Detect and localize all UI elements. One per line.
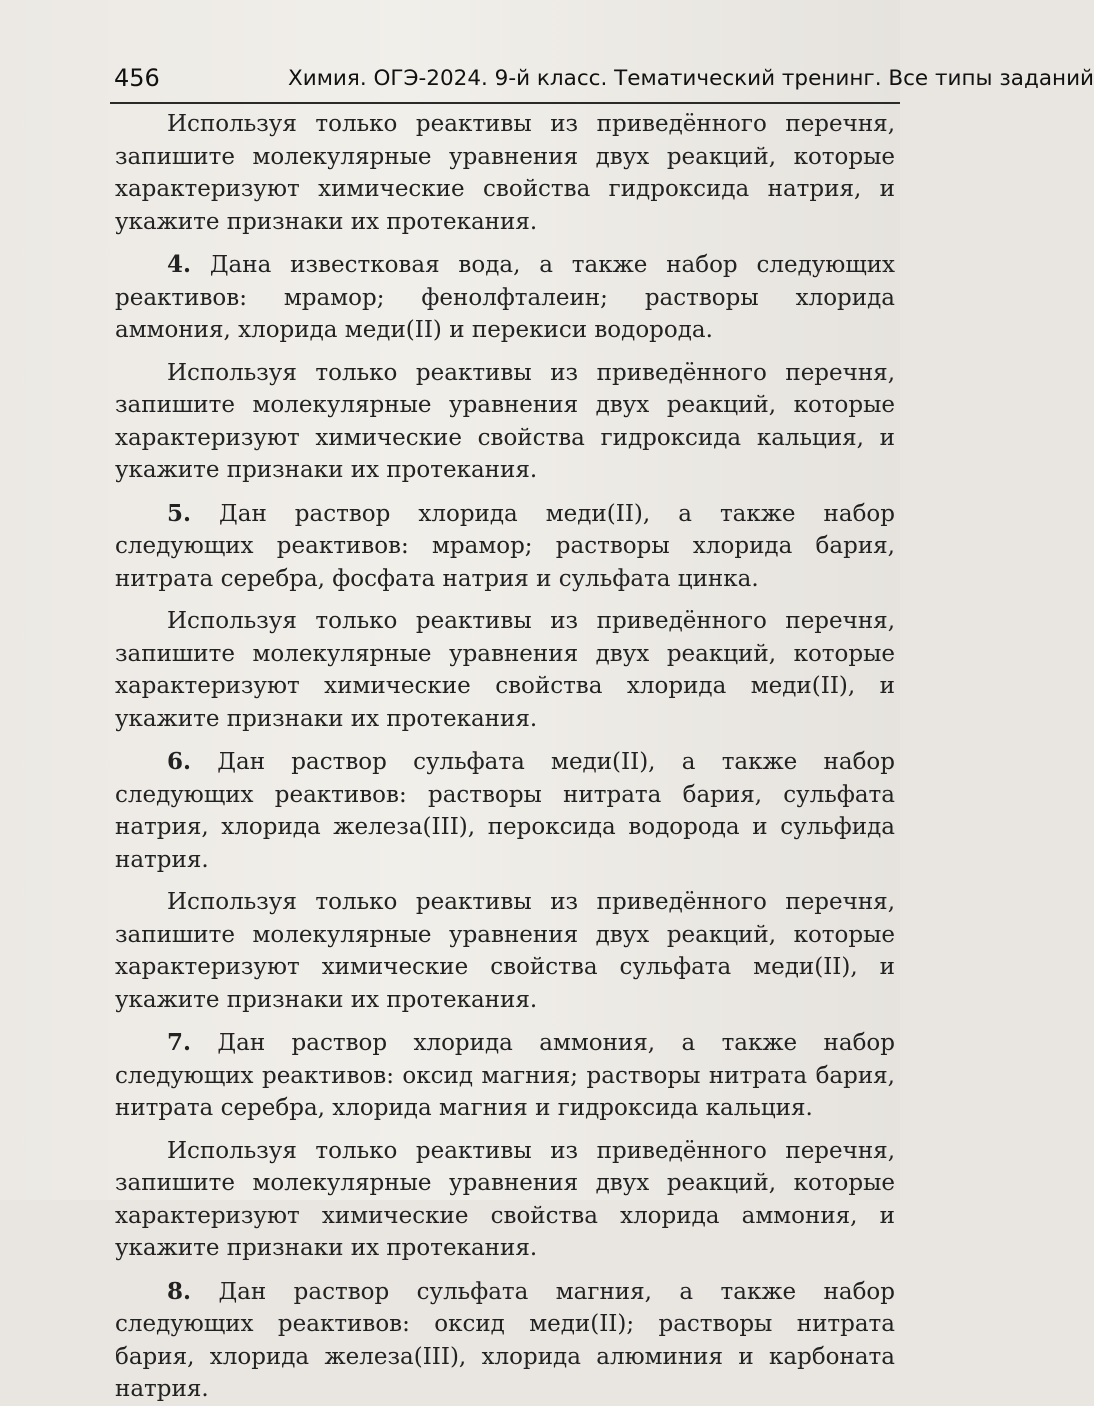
running-title: Химия. ОГЭ-2024. 9-й класс. Тематический тренинг. Все типы заданий xyxy=(288,66,1094,91)
task-8-text: Дан раствор сульфата магния, а также набор следующих реактивов: оксид меди(II); растворы нитрата бария, хлорида железа(III), хлорида алюминия и карбоната натрия. xyxy=(115,1278,895,1402)
task-6-instruction: Используя только реактивы из приведённого перечня, запишите молекулярные уравнения двух реакций, которые характеризуют химические свойства сульфата меди(II), и укажите признаки их протекания. xyxy=(115,889,895,1013)
task-6-text: Дан раствор сульфата меди(II), а также набор следующих реактивов: растворы нитрата бария, сульфата натрия, хлорида железа(III), пероксида водорода и сульфида натрия. xyxy=(115,749,895,873)
task-6-number: 6. xyxy=(167,748,192,775)
task-5 xyxy=(115,498,895,596)
task-4-instruction: Используя только реактивы из приведённого перечня, запишите молекулярные уравнения двух реакций, которые характеризуют химические свойства гидроксида кальция, и укажите признаки их протекания. xyxy=(115,359,895,483)
task-7-text: Дан раствор хлорида аммония, а также набор следующих реактивов: оксид магния; растворы нитрата бария, нитрата серебра, хлорида магния и гидроксида кальция. xyxy=(115,1030,895,1121)
task-5-instruction: Используя только реактивы из приведённого перечня, запишите молекулярные уравнения двух реакций, которые характеризуют химические свойства хлорида меди(II), и укажите признаки их протекания. xyxy=(115,608,895,732)
task-8 xyxy=(115,1276,895,1406)
task-7-number: 7. xyxy=(167,1029,192,1056)
page-content xyxy=(115,108,895,1406)
task-4 xyxy=(115,249,895,347)
task-6 xyxy=(115,746,895,876)
task-5-number: 5. xyxy=(167,499,192,527)
page-number: 456 xyxy=(114,64,160,92)
page-header xyxy=(0,54,1094,100)
task-8-number: 8. xyxy=(167,1277,192,1305)
task-7-instruction: Используя только реактивы из приведённого перечня, запишите молекулярные уравнения двух реакций, которые характеризуют химические свойства хлорида аммония, и укажите признаки их протекания. xyxy=(115,1137,895,1261)
task-5-text: Дан раствор хлорида меди(II), а также набор следующих реактивов: мрамор; растворы хлорида бария, нитрата серебра, фосфата натрия и сульфата цинка. xyxy=(115,500,896,592)
task-4-number: 4. xyxy=(167,251,192,278)
task-7 xyxy=(115,1027,895,1125)
task-3-instruction: Используя только реактивы из приведённого перечня, запишите молекулярные уравнения двух реакций, которые характеризуют химические свойства гидроксида натрия, и укажите признаки их протекания. xyxy=(115,111,895,235)
task-4-text: Дана известковая вода, а также набор следующих реактивов: мрамор; фенолфталеин; растворы хлорида аммония, хлорида меди(II) и перекиси водорода. xyxy=(115,252,895,343)
header-rule xyxy=(110,102,900,104)
